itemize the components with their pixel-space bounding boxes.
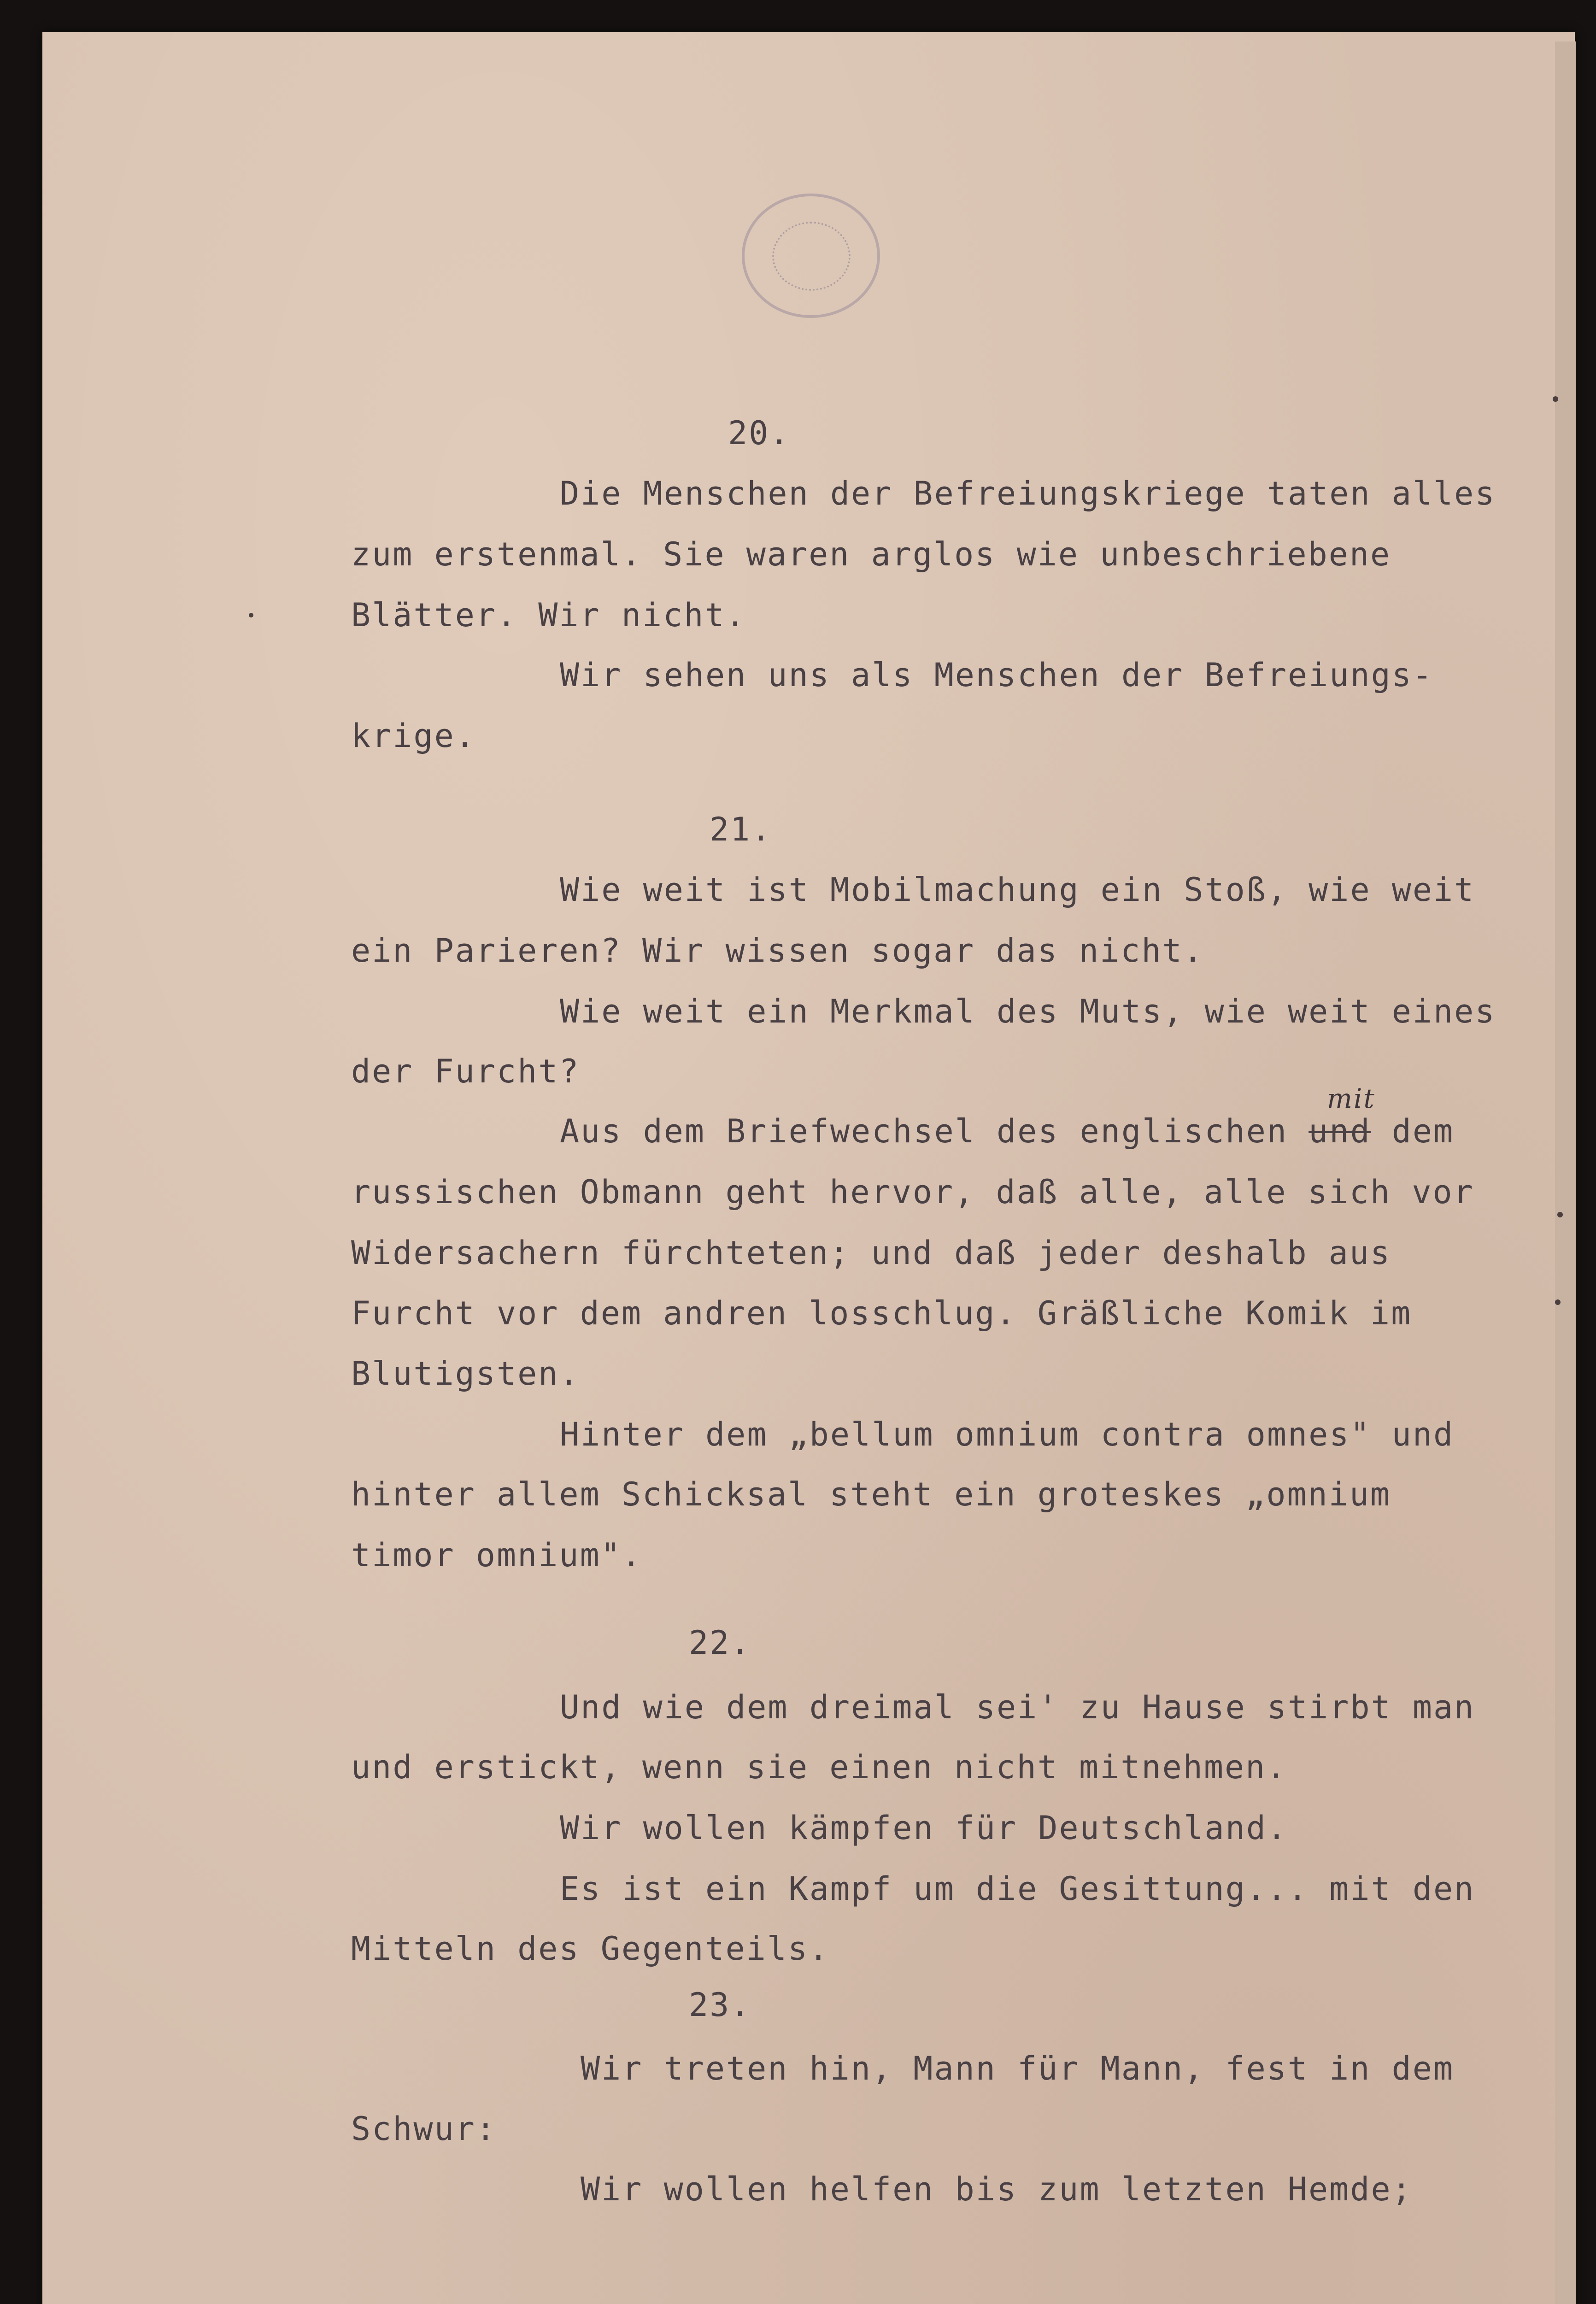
text-line: Und wie dem dreimal sei' zu Hause stirbt man	[560, 1688, 1475, 1726]
text-line: zum erstenmal. Sie waren arglos wie unbeschriebene	[351, 535, 1391, 573]
section-number-22: 22.	[689, 1624, 751, 1662]
text-line: Die Menschen der Befreiungskriege taten alles	[560, 475, 1496, 512]
section-number-20: 20.	[728, 414, 791, 452]
text-line: Wir wollen kämpfen für Deutschland.	[560, 1809, 1288, 1847]
struck-word: und	[1308, 1112, 1371, 1150]
text-segment: Aus dem Briefwechsel des englischen	[560, 1112, 1309, 1150]
section-number-23: 23.	[689, 1986, 751, 2024]
text-line: Blutigsten.	[351, 1355, 580, 1393]
text-line: Hinter dem „bellum omnium contra omnes" und	[560, 1416, 1455, 1453]
text-line: russischen Obmann geht hervor, daß alle, alle sich vor	[351, 1173, 1474, 1211]
handwritten-insertion: mit	[1327, 1083, 1376, 1114]
text-line: hinter allem Schicksal steht ein groteskes „omnium	[351, 1475, 1391, 1513]
text-line: Wir wollen helfen bis zum letzten Hemde;	[581, 2170, 1413, 2208]
text-line: ein Parieren? Wir wissen sogar das nicht.	[351, 932, 1204, 970]
text-line: Schwur:	[351, 2110, 497, 2148]
text-line: Mitteln des Gegenteils.	[351, 1930, 830, 1968]
section-number-21: 21.	[710, 811, 772, 848]
text-line: krige.	[351, 717, 476, 755]
text-line: der Furcht?	[351, 1052, 580, 1090]
text-line: Wie weit ist Mobilmachung ein Stoß, wie weit	[560, 871, 1475, 909]
text-line: timor omnium".	[351, 1536, 643, 1574]
text-line: und erstickt, wenn sie einen nicht mitnehmen.	[351, 1748, 1287, 1786]
text-line: Wir treten hin, Mann für Mann, fest in dem	[581, 2050, 1455, 2087]
text-line: Wir sehen uns als Menschen der Befreiungs-	[560, 656, 1434, 694]
text-segment: dem	[1371, 1112, 1455, 1150]
text-line	[560, 1112, 1455, 1150]
text-line: Es ist ein Kampf um die Gesittung... mit den	[560, 1870, 1475, 1908]
text-line: Furcht vor dem andren losschlug. Gräßliche Komik im	[351, 1294, 1412, 1332]
text-line: Wie weit ein Merkmal des Muts, wie weit eines	[560, 993, 1496, 1030]
text-line: Blätter. Wir nicht.	[351, 596, 746, 634]
text-line: Widersachern fürchteten; und daß jeder deshalb aus	[351, 1234, 1391, 1272]
